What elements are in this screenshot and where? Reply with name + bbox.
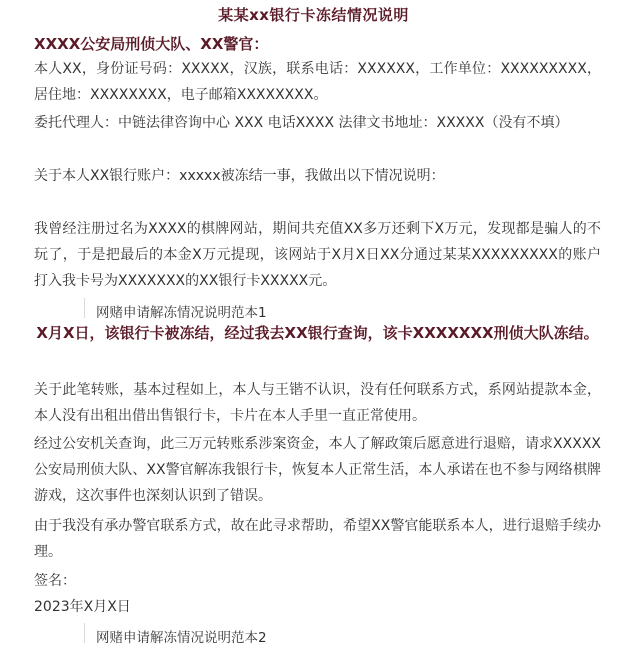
background-paragraph: 我曾经注册过名为XXXX的棋牌网站，期间共充值XX多万还剩下X万元，发现都是骗人的不玩了，于是把最后的本金X万元提现，该网站于X月X日XX分通过某某XXXXXXXXX的账户打入我卡号为XXXXXXX的XX银行卡XXXXX元。 [34,221,601,289]
caption-divider-2 [84,623,85,643]
caption-sample-2: 网赌申请解冻情况说明范本2 [96,630,267,646]
personal-info-paragraph: 本人XX，身份证号码：XXXXX，汉族，联系电话：XXXXXX，工作单位：XXXXXXXXX，居住地：XXXXXXXX，电子邮箱XXXXXXXX。 [34,61,601,103]
contact-paragraph: 由于我没有承办警官联系方式，故在此寻求帮助，希望XX警官能联系本人，进行退赔手续办理。 [34,518,601,560]
transfer-paragraph: 关于此笔转账，基本过程如上，本人与王锴不认识，没有任何联系方式，系网站提款本金，本人没有出租出借出售银行卡，卡片在本人手里一直正常使用。 [34,382,601,424]
addressee-line: XXXX公安局刑侦大队、XX警官： [34,35,269,53]
caption-sample-1: 网赌申请解冻情况说明范本1 [96,305,267,321]
agent-info-paragraph: 委托代理人：中链法律咨询中心 XXX 电话XXXX 法律文书地址：XXXXX（没有不填） [34,115,569,131]
request-paragraph: 经过公安机关查询，此三万元转账系涉案资金，本人了解政策后愿意进行退赔，请求XXXXX公安局刑侦大队、XX警官解冻我银行卡，恢复本人正常生活，本人承诺在也不参与网络棋牌游戏，这次事件也深刻认识到了错误。 [34,436,601,504]
intro-paragraph: 关于本人XX银行账户：xxxxx被冻结一事，我做出以下情况说明： [34,168,445,184]
signature-label: 签名： [34,573,76,589]
document-title: 某某xx银行卡冻结情况说明 [218,6,409,24]
caption-divider [84,298,85,318]
frozen-statement: X月X日，该银行卡被冻结，经过我去XX银行查询，该卡XXXXXXX刑侦大队冻结。 [36,324,599,342]
date-line: 2023年X月X日 [34,599,131,615]
